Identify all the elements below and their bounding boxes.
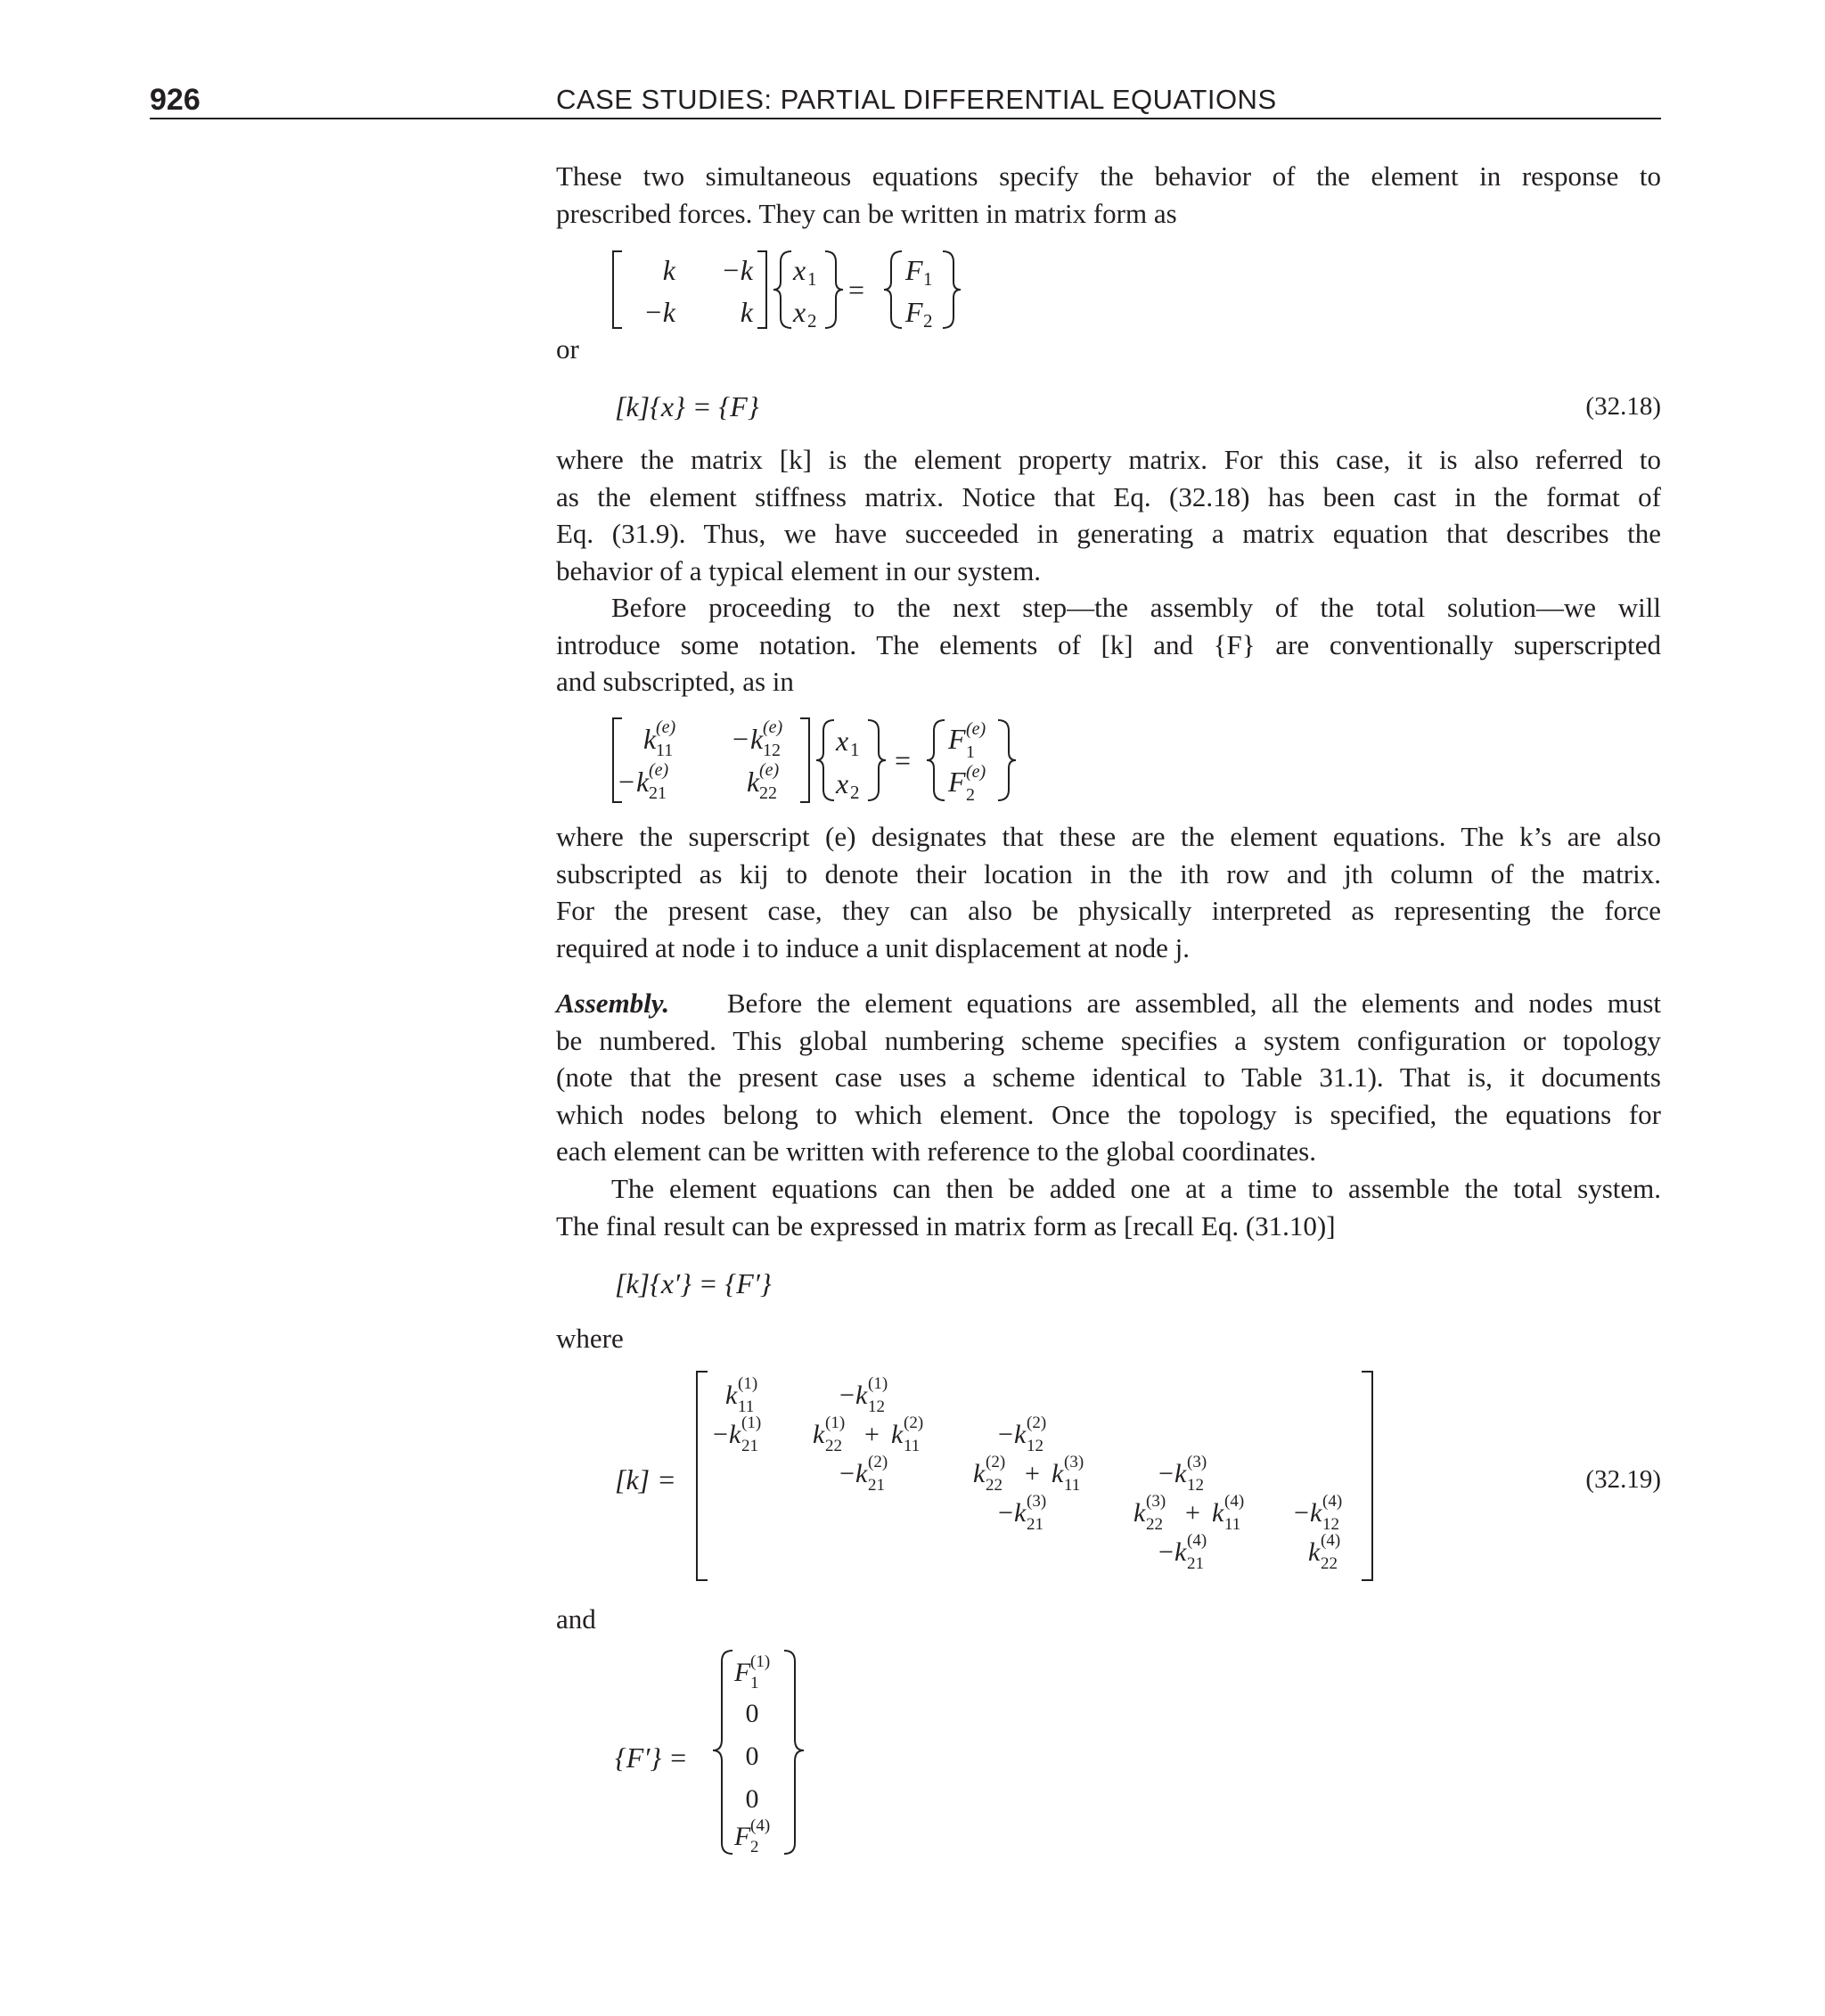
subscript: 2 (807, 310, 817, 332)
matrix-entry: k (1014, 1420, 1027, 1449)
minus-sign: − (618, 766, 635, 798)
subscript: 11 (904, 1437, 921, 1455)
text-line: The final result can be expressed in matrix form as [recall Eq. (31.10)] (556, 1209, 1336, 1242)
vector-entry: F (734, 1658, 751, 1687)
superscript: (4) (1321, 1531, 1341, 1550)
brace-right (784, 1651, 804, 1854)
text-line: Before proceeding to the next step—the assembly of the total solution—we will (611, 592, 1661, 623)
bracket-left (613, 251, 622, 328)
text-line: as the element stiffness matrix. Notice that Eq. (32.18) has been cast in the format of (556, 480, 1661, 512)
paragraph-1 (556, 158, 1661, 232)
matrix-entry: −k (721, 254, 753, 286)
paragraph-3 (556, 589, 1661, 701)
matrix-entry: k (973, 1459, 986, 1488)
run-in-heading: Assembly. (556, 988, 670, 1019)
where-text: where (556, 1323, 624, 1354)
superscript: (4) (1187, 1531, 1207, 1550)
subscript: 11 (656, 741, 674, 760)
minus-sign: − (732, 723, 749, 755)
page-number: 926 (150, 83, 201, 117)
subscript: 21 (1027, 1515, 1043, 1534)
matrix-entry: k (891, 1420, 904, 1449)
subscript: 1 (966, 742, 975, 762)
subscript: 1 (850, 739, 860, 760)
paragraph-4 (556, 818, 1661, 966)
superscript: (e) (966, 719, 986, 739)
vector-entry: 0 (745, 1784, 759, 1814)
bracket-right (800, 718, 809, 802)
text-line: where the matrix [k] is the element property matrix. For this case, it is also referred to (556, 444, 1661, 475)
equals-sign: = (848, 274, 865, 306)
vector-entry: 0 (745, 1741, 759, 1771)
vector-entry: F (905, 254, 923, 286)
paragraph-6 (556, 1170, 1661, 1244)
subscript: 1 (923, 268, 933, 290)
text-line: each element can be written with reference to the global coordinates. (556, 1135, 1316, 1167)
text-line: subscripted as kij to denote their location in the ith row and jth column of the matrix. (556, 857, 1661, 889)
matrix-entry: k (1310, 1498, 1322, 1528)
superscript: (e) (966, 762, 986, 782)
matrix-entry: k (1014, 1498, 1027, 1528)
subscript: 22 (986, 1476, 1003, 1495)
subscript: 22 (759, 783, 777, 803)
subscript: 11 (1224, 1515, 1241, 1534)
plus-sign: + (1025, 1459, 1040, 1488)
matrix-entry: k (855, 1459, 868, 1488)
superscript: (4) (1322, 1492, 1343, 1511)
paragraph-assembly (556, 985, 1661, 1170)
matrix-entry: k (1133, 1498, 1146, 1528)
superscript: (4) (1224, 1492, 1245, 1511)
matrix-entry: k (1308, 1537, 1321, 1567)
superscript: (1) (750, 1652, 771, 1671)
brace-left (884, 251, 902, 328)
superscript: (1) (738, 1374, 758, 1393)
matrix-entry: k (1052, 1459, 1064, 1488)
header-rule (150, 118, 1661, 119)
brace-left (713, 1651, 732, 1854)
text-line: The element equations can then be added one at a time to assemble the total system. (611, 1173, 1661, 1204)
or-text: or (556, 333, 579, 365)
superscript: (e) (649, 760, 669, 780)
text-line: and subscripted, as in (556, 666, 794, 697)
subscript: 2 (850, 782, 860, 803)
subscript: 22 (1321, 1554, 1338, 1573)
vector-entry: x (836, 767, 849, 799)
vector-entry: x (793, 254, 806, 286)
text-line: behavior of a typical element in our system. (556, 554, 1042, 586)
running-header: CASE STUDIES: PARTIAL DIFFERENTIAL EQUATIONS (556, 84, 1277, 115)
matrix-entry: k (747, 766, 760, 798)
brace-left (816, 720, 834, 800)
brace-right (943, 251, 961, 328)
subscript: 2 (966, 785, 975, 805)
equation-element-matrix (606, 713, 1034, 811)
minus-sign: − (1158, 1537, 1174, 1567)
equation-lhs: {F′} = (615, 1741, 688, 1774)
matrix-entry: k (1174, 1459, 1187, 1488)
matrix-entry: k (643, 723, 657, 755)
matrix-entry: k (1212, 1498, 1224, 1528)
subscript: 21 (649, 783, 667, 803)
force-vector (713, 1647, 811, 1861)
superscript: (2) (986, 1453, 1006, 1471)
global-stiffness-matrix (692, 1368, 1378, 1586)
minus-sign: − (839, 1459, 855, 1488)
text-line: required at node i to induce a unit displacement at node j. (556, 931, 1191, 963)
superscript: (3) (1064, 1453, 1084, 1471)
matrix-entry: k (1174, 1537, 1187, 1567)
matrix-entry: k (725, 1381, 738, 1410)
subscript: 2 (750, 1838, 759, 1856)
text-line: Eq. (31.9). Thus, we have succeeded in generating a matrix equation that describes the (556, 518, 1661, 549)
bracket-right (1362, 1372, 1372, 1580)
subscript: 12 (1027, 1437, 1043, 1455)
matrix-entry: −k (643, 296, 675, 328)
paragraph-2 (556, 441, 1661, 589)
superscript: (e) (656, 717, 676, 737)
equation-number: (32.19) (1585, 1465, 1661, 1494)
superscript: (1) (741, 1414, 762, 1432)
text-line: where the superscript (e) designates that these are the element equations. The k’s are also (556, 821, 1661, 852)
superscript: (e) (763, 717, 783, 737)
subscript: 12 (1187, 1476, 1204, 1495)
text-line: which nodes belong to which element. Once the topology is specified, the equations for (556, 1098, 1661, 1130)
vector-entry: 0 (745, 1699, 759, 1728)
subscript: 11 (738, 1397, 755, 1416)
text-line: prescribed forces. They can be written in matrix form as (556, 197, 1177, 229)
equation-lhs: [k] = (615, 1463, 676, 1496)
superscript: (3) (1027, 1492, 1047, 1511)
superscript: (2) (904, 1414, 924, 1432)
subscript: 11 (1064, 1476, 1081, 1495)
text-line: be numbered. This global numbering scheme specifies a system configuration or topology (556, 1024, 1661, 1056)
brace-left (927, 720, 945, 800)
and-text: and (556, 1603, 596, 1635)
brace-right (998, 720, 1016, 800)
subscript: 22 (825, 1437, 842, 1455)
bracket-left (697, 1372, 708, 1580)
subscript: 12 (868, 1397, 885, 1416)
superscript: (4) (750, 1816, 771, 1835)
subscript: 1 (807, 268, 817, 290)
equation-stiffness-matrix (606, 246, 980, 335)
superscript: (3) (1187, 1453, 1207, 1471)
subscript: 1 (750, 1674, 759, 1692)
minus-sign: − (1294, 1498, 1309, 1528)
bracket-right (757, 251, 766, 328)
superscript: (3) (1146, 1492, 1166, 1511)
plus-sign: + (1185, 1498, 1200, 1528)
vector-entry: F (905, 296, 923, 328)
superscript: (e) (759, 760, 780, 780)
brace-left (773, 251, 791, 328)
equation-32-18: [k]{x} = {F} (615, 390, 759, 422)
vector-entry: x (836, 725, 849, 757)
minus-sign: − (713, 1420, 728, 1449)
matrix-entry: k (662, 254, 675, 286)
matrix-entry: k (813, 1420, 825, 1449)
subscript: 21 (1187, 1554, 1204, 1573)
subscript: 22 (1146, 1515, 1163, 1534)
superscript: (2) (868, 1453, 888, 1471)
minus-sign: − (1158, 1459, 1174, 1488)
vector-entry: x (793, 296, 806, 328)
brace-right (825, 251, 843, 328)
text-line: introduce some notation. The elements of [k] and {F} are conventionally superscripted (556, 628, 1661, 660)
matrix-entry: k (750, 723, 764, 755)
superscript: (1) (825, 1414, 846, 1432)
equation-global: [k]{x′} = {F′} (615, 1267, 772, 1299)
equation-number: (32.18) (1585, 392, 1661, 421)
minus-sign: − (839, 1381, 855, 1410)
vector-entry: F (734, 1822, 751, 1851)
plus-sign: + (864, 1420, 880, 1449)
matrix-entry: k (729, 1420, 741, 1449)
text-line: These two simultaneous equations specify the behavior of the element in response to (556, 160, 1661, 192)
vector-entry: F (948, 723, 966, 755)
matrix-entry: k (636, 766, 650, 798)
text-span: Before the element equations are assembled, all the elements and nodes must (726, 988, 1661, 1019)
text-line (556, 985, 1661, 1022)
superscript: (1) (868, 1374, 888, 1393)
superscript: (2) (1027, 1414, 1047, 1432)
subscript: 12 (763, 741, 781, 760)
subscript: 2 (923, 310, 933, 332)
brace-right (868, 720, 886, 800)
text-line: (note that the present case uses a scheme identical to Table 31.1). That is, it documents (556, 1061, 1661, 1093)
text-line: For the present case, they can also be physically interpreted as representing the force (556, 895, 1661, 926)
matrix-entry: k (740, 296, 753, 328)
minus-sign: − (998, 1498, 1013, 1528)
matrix-entry: k (855, 1381, 868, 1410)
subscript: 21 (868, 1476, 885, 1495)
subscript: 12 (1322, 1515, 1339, 1534)
subscript: 21 (741, 1437, 758, 1455)
minus-sign: − (998, 1420, 1013, 1449)
equals-sign: = (895, 744, 912, 776)
vector-entry: F (948, 766, 966, 798)
